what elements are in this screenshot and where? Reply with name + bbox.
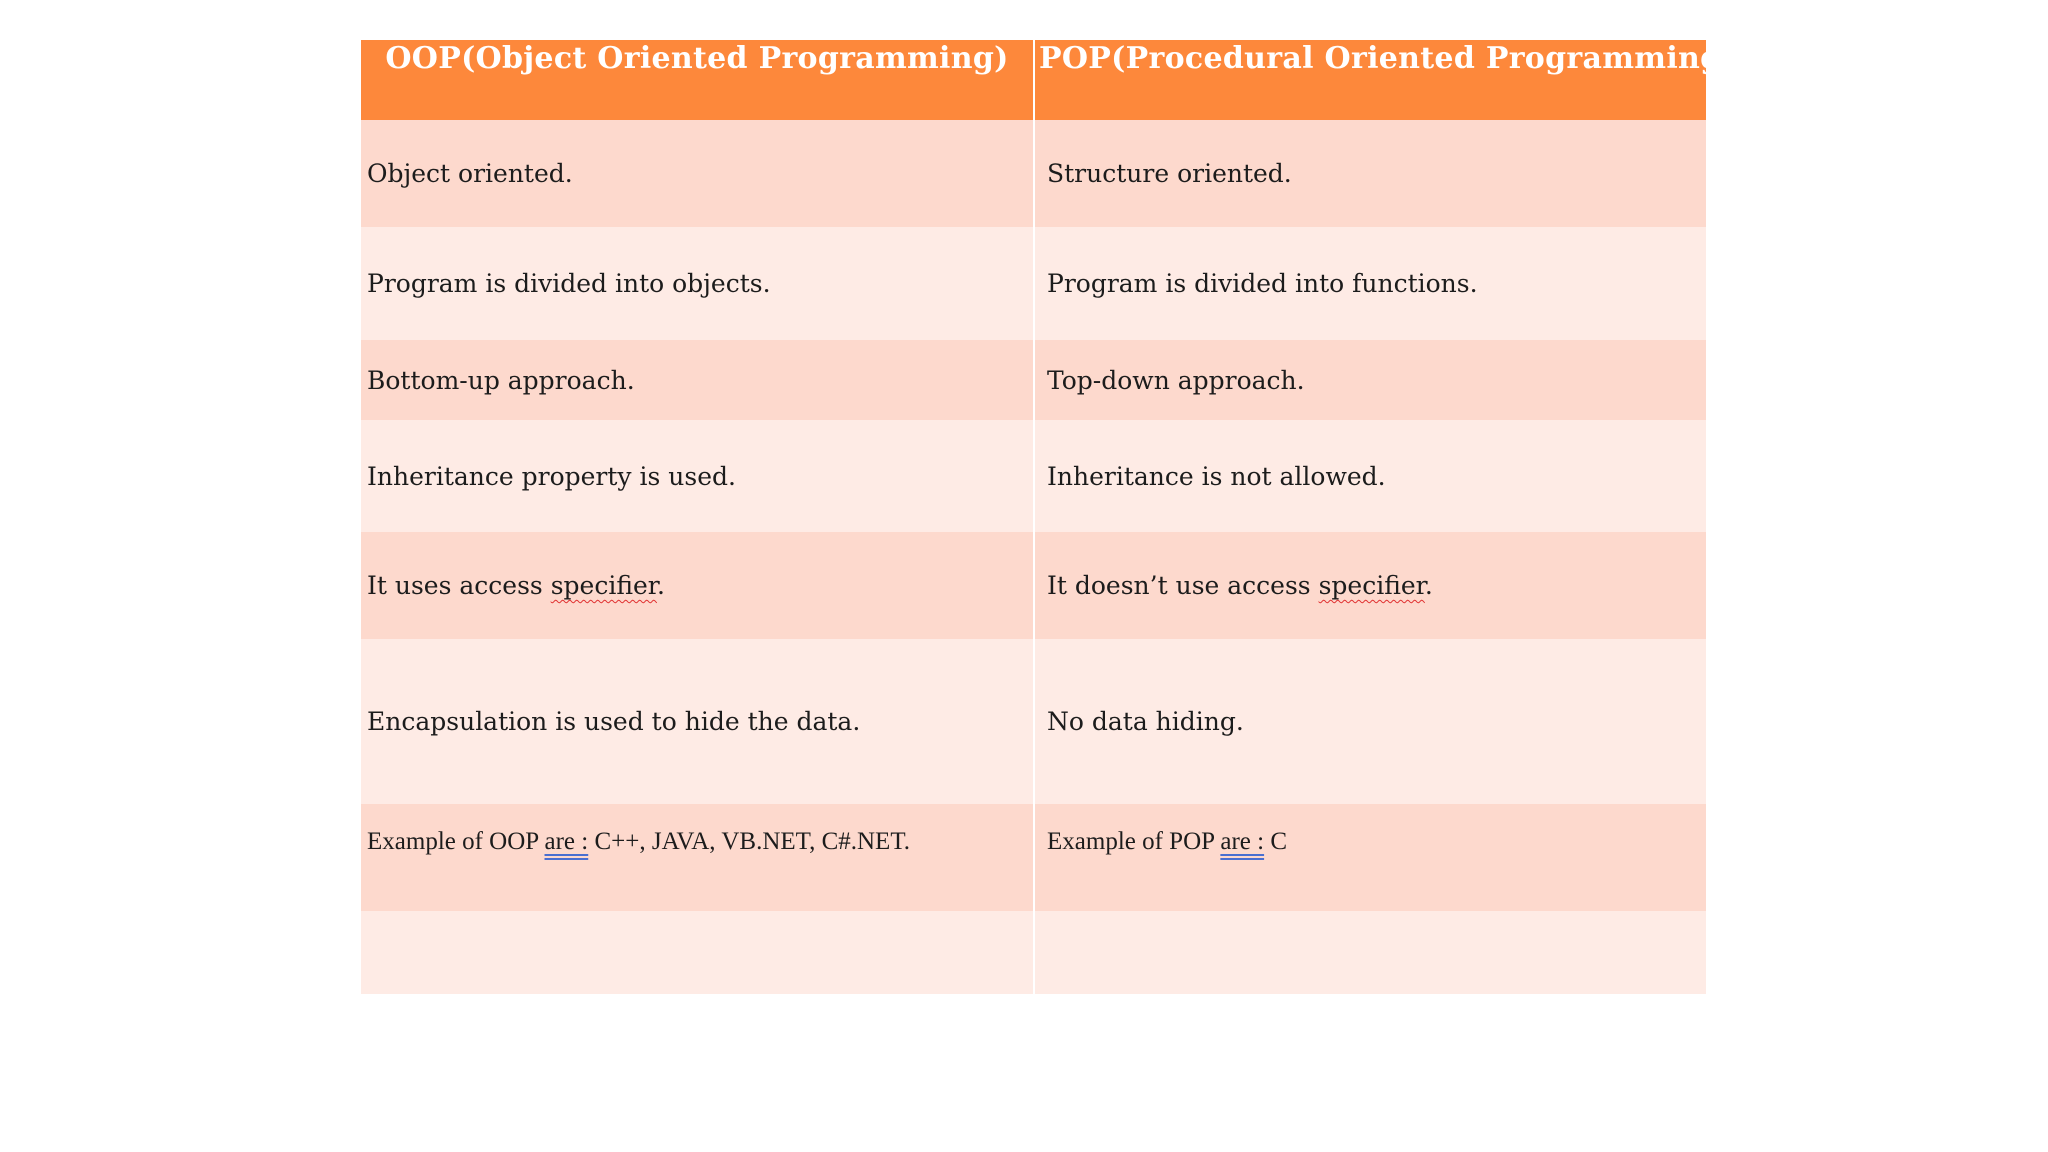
pop-cell: Structure oriented. bbox=[1034, 120, 1706, 227]
header-label-oop: OOP(Object Oriented Programming) bbox=[385, 41, 1009, 76]
oop-cell bbox=[361, 804, 1034, 911]
grammar-flagged-word[interactable]: are : bbox=[1220, 828, 1265, 855]
oop-cell[interactable] bbox=[361, 911, 1034, 994]
pop-cell: Inheritance is not allowed. bbox=[1034, 420, 1706, 532]
oop-text-end: C++, JAVA, VB.NET, C#.NET. bbox=[588, 828, 910, 855]
table-row bbox=[361, 120, 1706, 227]
oop-cell: Inheritance property is used. bbox=[361, 420, 1034, 532]
oop-text: It uses access bbox=[367, 571, 551, 600]
table-row bbox=[361, 911, 1706, 994]
oop-cell: Object oriented. bbox=[361, 120, 1034, 227]
pop-cell bbox=[1034, 804, 1706, 911]
header-cell-pop bbox=[1034, 40, 1736, 120]
oop-cell: Encapsulation is used to hide the data. bbox=[361, 639, 1034, 804]
pop-text: It doesn’t use access bbox=[1047, 571, 1319, 600]
table-row bbox=[361, 420, 1706, 532]
table-row bbox=[361, 639, 1706, 804]
spelling-flagged-word[interactable]: specifier bbox=[550, 571, 657, 600]
pop-cell: No data hiding. bbox=[1034, 639, 1706, 804]
table-row bbox=[361, 340, 1706, 420]
table-row bbox=[361, 227, 1706, 340]
oop-text: Example of OOP bbox=[367, 828, 545, 855]
oop-cell: Program is divided into objects. bbox=[361, 227, 1034, 340]
comparison-table bbox=[361, 40, 1736, 994]
pop-cell: Top-down approach. bbox=[1034, 340, 1706, 420]
pop-cell bbox=[1034, 532, 1706, 639]
header-label-pop: POP(Procedural Oriented Programming) bbox=[1039, 41, 1736, 76]
oop-text-end: . bbox=[657, 571, 665, 600]
table-row bbox=[361, 804, 1706, 911]
pop-cell: Program is divided into functions. bbox=[1034, 227, 1706, 340]
table-row bbox=[361, 532, 1706, 639]
header-cell-oop bbox=[361, 40, 1034, 120]
spelling-flagged-word[interactable]: specifier bbox=[1318, 571, 1425, 600]
oop-cell bbox=[361, 532, 1034, 639]
grammar-flagged-word[interactable]: are : bbox=[544, 828, 589, 855]
oop-cell: Bottom-up approach. bbox=[361, 340, 1034, 420]
pop-text-end: C bbox=[1264, 828, 1288, 855]
pop-text-end: . bbox=[1424, 571, 1433, 600]
pop-cell[interactable] bbox=[1034, 911, 1706, 994]
table-header-row bbox=[361, 40, 1706, 120]
pop-text: Example of POP bbox=[1047, 828, 1221, 855]
